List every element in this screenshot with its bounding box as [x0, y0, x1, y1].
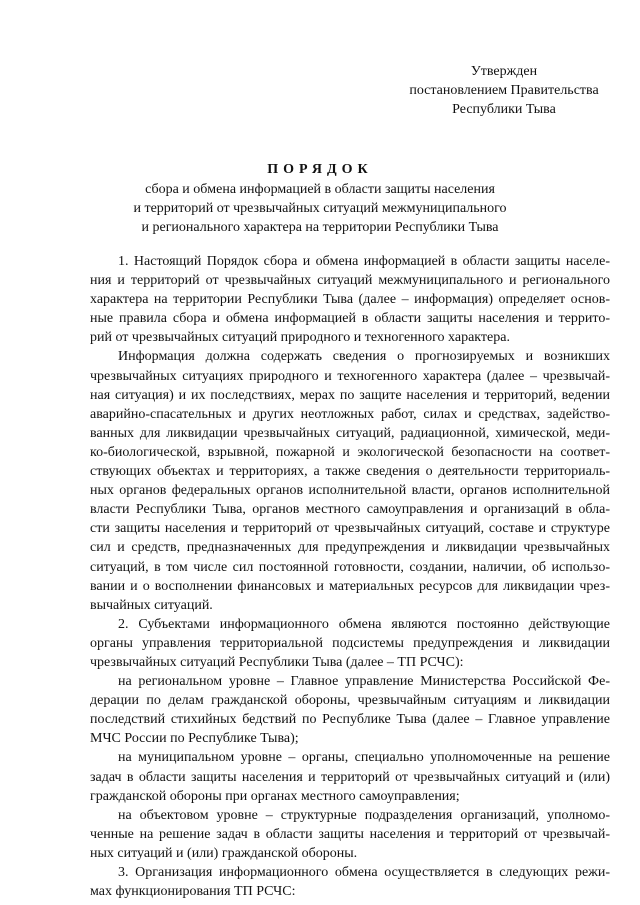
paragraph-line: чрезвычайных ситуаций Республики Тыва (далее – ТП РСЧС):: [90, 654, 464, 670]
paragraph-line: власти Республики Тыва, органов местного самоуправления и организаций в обла-: [90, 502, 610, 518]
approval-line-2: постановлением Правительства: [409, 83, 599, 98]
paragraph-line: ных ситуаций и (или) гражданской обороны.: [90, 845, 358, 861]
paragraph-line: ная ситуация) и их последствиях, мерах по защите населения и территорий, ведении: [90, 387, 610, 403]
paragraph-line: ния и территорий от чрезвычайных ситуаций межмуниципального и регионального: [90, 273, 610, 289]
paragraph-line: Информация должна содержать сведения о прогнозируемых и возникших: [118, 349, 610, 365]
subtitle-line-2: и территорий от чрезвычайных ситуаций межмуниципального: [133, 201, 507, 216]
paragraph-line: сил и средств, предназначенных для предупреждения и ликвидации чрезвычайных: [90, 540, 610, 556]
paragraph: [90, 347, 610, 614]
paragraph: [90, 615, 610, 672]
paragraph-line: вании и о восполнении финансовых и материальных ресурсов для ликвидации чрез-: [90, 578, 610, 594]
paragraph-line: ствующих объектах и территориях, а также сведения о деятельности территориаль-: [90, 464, 610, 480]
paragraph-line: органы управления территориальной подсистемы предупреждения и ликвидации: [90, 635, 610, 651]
paragraph-line: мах функционирования ТП РСЧС:: [90, 884, 296, 900]
paragraph-line: 1. Настоящий Порядок сбора и обмена информацией в области защиты населе-: [118, 254, 610, 269]
approval-line-1: Утвержден: [470, 64, 538, 79]
paragraph: [90, 748, 610, 805]
paragraph-line: ные правила сбора и обмена информацией в области защиты населения и террито-: [90, 311, 610, 327]
paragraph-line: чрезвычайных ситуациях природного и техногенного характера (далее – чрезвычай-: [90, 368, 610, 384]
approval-line-3: Республики Тыва: [452, 102, 556, 117]
paragraph-line: ко-биологической, взрывной, пожарной и экологической безопасности на соответ-: [90, 444, 610, 460]
paragraph-line: ситуаций, в том числе сил постоянной готовности, создании, наличии, об использо-: [90, 559, 610, 575]
approval-block: [398, 62, 610, 119]
paragraph: [90, 672, 610, 748]
paragraph-line: на муниципальном уровне – органы, специально уполномоченные на решение: [118, 750, 610, 766]
document-title: ПОРЯДОК: [267, 162, 373, 177]
paragraph-line: ных органов федеральных органов исполнительной власти, органов исполнительной: [90, 483, 610, 499]
paragraph-line: сти защиты населения и территорий от чрезвычайных ситуаций, составе и структуре: [90, 521, 610, 537]
paragraph-line: вычайных ситуаций.: [90, 597, 213, 613]
paragraph-line: на объектовом уровне – структурные подразделения организаций, уполномо-: [118, 807, 610, 823]
document-body: [90, 252, 610, 901]
paragraph-line: аварийно-спасательных и других неотложных работ, силах и средствах, задейство-: [90, 406, 610, 422]
paragraph-line: задач в области защиты населения и территорий от чрезвычайных ситуаций и (или): [90, 769, 610, 785]
paragraph: [90, 806, 610, 863]
paragraph: [90, 863, 610, 901]
subtitle-line-1: сбора и обмена информацией в области защиты населения: [145, 182, 495, 197]
paragraph-line: ченные на решение задач в области защиты населения и территорий от чрезвычай-: [90, 826, 610, 842]
paragraph: [90, 252, 610, 347]
paragraph-line: МЧС России по Республике Тыва);: [90, 731, 299, 747]
paragraph-line: дерации по делам гражданской обороны, чрезвычайным ситуациям и ликвидации: [90, 693, 610, 709]
paragraph-line: ванных для ликвидации чрезвычайных ситуаций, радиационной, химической, меди-: [90, 425, 610, 441]
document-subtitle: [0, 180, 640, 237]
paragraph-line: рий от чрезвычайных ситуаций природного и техногенного характера.: [90, 330, 510, 346]
paragraph-line: гражданской обороны при органах местного самоуправления;: [90, 788, 460, 804]
paragraph-line: характера на территории Республики Тыва (далее – информация) определяет основ-: [90, 292, 610, 308]
subtitle-line-3: и регионального характера на территории Республики Тыва: [141, 220, 499, 235]
paragraph-line: 3. Организация информационного обмена осуществляется в следующих режи-: [118, 865, 610, 880]
paragraph-line: на региональном уровне – Главное управление Министерства Российской Фе-: [118, 674, 610, 690]
paragraph-line: последствий стихийных бедствий по Республике Тыва (далее – Главное управление: [90, 712, 610, 728]
paragraph-line: 2. Субъектами информационного обмена являются постоянно действующие: [118, 616, 610, 632]
